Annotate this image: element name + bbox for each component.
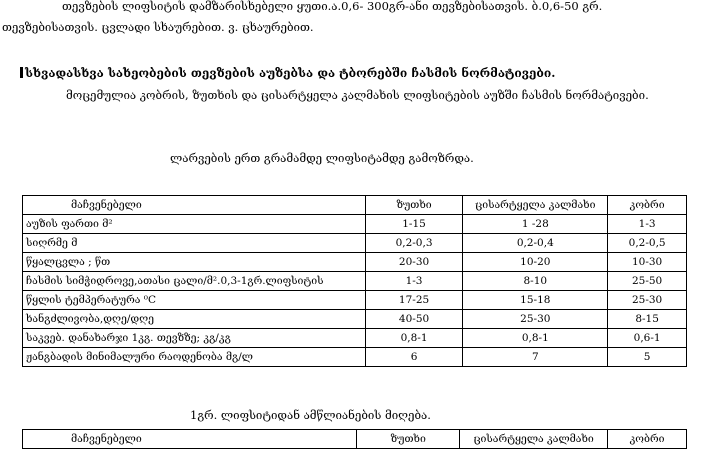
header-carp: კობრი <box>608 196 687 215</box>
header-sturgeon: ზუთხი <box>357 430 460 449</box>
intro-line-2: თევზებისათვის. ცვლადი სხაურებით. ვ. ცხაურებით. <box>2 20 314 34</box>
cell-sturgeon: 0,8-1 <box>365 329 463 348</box>
row-label: საკვებ. დანახარჯი 1კგ. თევზზე; კგ/კგ <box>23 329 366 348</box>
cell-carp: 10-30 <box>608 253 687 272</box>
table2-header-row <box>23 430 687 449</box>
cell-carp: 5 <box>608 348 687 367</box>
section-heading <box>20 66 555 80</box>
cell-trout: 0,2-0,4 <box>463 234 608 253</box>
table2-caption: 1გრ. ლიფსიტიდან ამწლიანების მიღება. <box>190 408 431 422</box>
cell-sturgeon: 0,2-0,3 <box>365 234 463 253</box>
table-stocking-norms <box>22 195 687 367</box>
cell-sturgeon: 20-30 <box>365 253 463 272</box>
cell-trout: 15-18 <box>463 291 608 310</box>
cell-sturgeon: 6 <box>365 348 463 367</box>
header-sturgeon: ზუთხი <box>365 196 463 215</box>
cell-sturgeon: 1-15 <box>365 215 463 234</box>
table1-caption: ლარვების ერთ გრამამდე ლიფსიტამდე გამოზრდა. <box>170 151 474 165</box>
table-row <box>23 253 687 272</box>
cell-trout: 0,8-1 <box>463 329 608 348</box>
table-row <box>23 329 687 348</box>
cell-sturgeon: 17-25 <box>365 291 463 310</box>
row-label: ხანგძლივობა,დღე/დღე <box>23 310 366 329</box>
cell-trout: 10-20 <box>463 253 608 272</box>
table-row <box>23 291 687 310</box>
intro-line-1: თევზების ლიფსიტის დამზარისხებელი ყუთი.ა.0,6- 300გრ-ანი თევზებისათვის. ბ.0,6-50 გრ. <box>62 0 603 13</box>
row-label: ჩასმის სიმჭიდროვე,ათასი ცალი/მ².0,3-1გრ.ლიფსიტის <box>23 272 366 291</box>
section-heading-text: სხვადასხვა სახეობების თევზების აუზებსა და ტბორებში ჩასმის ნორმატივები. <box>25 66 556 80</box>
row-label: აუზის ფართი მ² <box>23 215 366 234</box>
table-row <box>23 234 687 253</box>
cell-carp: 1-3 <box>608 215 687 234</box>
table-row <box>23 348 687 367</box>
table-yearling-rearing <box>22 429 687 449</box>
cell-sturgeon: 40-50 <box>365 310 463 329</box>
cell-carp: 0,2-0,5 <box>608 234 687 253</box>
cell-carp: 25-50 <box>608 272 687 291</box>
header-rainbow-trout: ცისარტყელა კალმახი <box>463 196 608 215</box>
table-row <box>23 272 687 291</box>
cell-carp: 25-30 <box>608 291 687 310</box>
cell-trout: 7 <box>463 348 608 367</box>
table-row <box>23 215 687 234</box>
section-text: მოცემულია კობრის, ზუთხის და ცისარტყელა კალმახის ლიფსიტების აუზში ჩასმის ნორმატივები. <box>66 88 649 102</box>
header-indicator: მაჩვენებელი <box>23 430 357 449</box>
cell-carp: 8-15 <box>608 310 687 329</box>
cell-carp: 0,6-1 <box>608 329 687 348</box>
table-row <box>23 310 687 329</box>
header-indicator: მაჩვენებელი <box>23 196 366 215</box>
row-label: სიღრმე მ <box>23 234 366 253</box>
row-label: წყალცვლა ; წთ <box>23 253 366 272</box>
cell-trout: 8-10 <box>463 272 608 291</box>
cell-sturgeon: 1-3 <box>365 272 463 291</box>
cell-trout: 1 -28 <box>463 215 608 234</box>
header-carp: კობრი <box>608 430 687 449</box>
header-rainbow-trout: ცისარტყელა კალმახი <box>460 430 608 449</box>
row-label: ჟანგბადის მინიმალური რაოდენობა მგ/ლ <box>23 348 366 367</box>
cell-trout: 25-30 <box>463 310 608 329</box>
bullet-marker <box>20 67 23 78</box>
row-label: წყლის ტემპერატურა ⁰C <box>23 291 366 310</box>
table-header-row <box>23 196 687 215</box>
